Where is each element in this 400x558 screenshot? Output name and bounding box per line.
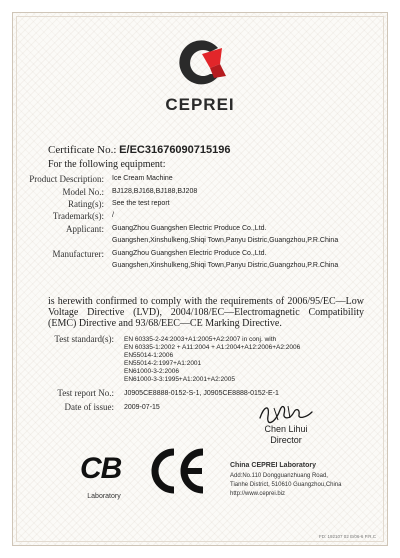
applicant-address: Guangshen,Xinshulkeng,Shiqi Town,Panyu Distric,Guangzhou,P.R.China bbox=[112, 237, 339, 244]
brand-name: CEPREI bbox=[165, 95, 235, 114]
compliance-statement: is herewith confirmed to comply with the requirements of 2006/95/EC—Low Voltage Directive (LVD), 2004/108/EC—Electromagnetic Compatibility (EMC) Directive and 93/68/EEC—CE Marking Directive. bbox=[48, 296, 364, 329]
test-standard-line: EN 60335-2-24:2003+A1:2005+A2:2007 in conj. with bbox=[124, 336, 277, 343]
manufacturer-address: Guangshen,Xinshulkeng,Shiqi Town,Panyu Distric,Guangzhou,P.R.China bbox=[112, 262, 339, 269]
certificate-number-value: E/EC31676090715196 bbox=[119, 144, 231, 156]
signature-icon bbox=[250, 400, 320, 426]
model-no-label: Model No.: bbox=[62, 187, 104, 197]
test-standard-line: EN61000-3-3:1995+A1:2001+A2:2005 bbox=[124, 376, 235, 383]
date-of-issue-label: Date of issue: bbox=[64, 402, 114, 412]
test-standard-line: EN55014-2:1997+A1:2001 bbox=[124, 360, 202, 367]
laboratory-name: China CEPREI Laboratory bbox=[230, 462, 316, 469]
model-no-value: BJ128,BJ168,BJ188,BJ208 bbox=[112, 188, 198, 195]
cb-mark: CB bbox=[80, 452, 122, 485]
laboratory-address-line2: Tianhe District, 510610 Guangzhou,China bbox=[230, 482, 342, 488]
signatory-name: Chen Lihui bbox=[264, 424, 308, 434]
rating-label: Rating(s): bbox=[68, 199, 104, 209]
signatory-title: Director bbox=[270, 435, 302, 445]
test-standards-label: Test standard(s): bbox=[54, 334, 114, 344]
test-report-value: J0905CE8888-0152-S-1, J0905CE8888-0152-E-1 bbox=[124, 390, 279, 397]
equipment-intro: For the following equipment: bbox=[48, 159, 166, 170]
test-standard-line: EN55014-1:2006 bbox=[124, 352, 174, 359]
test-standard-line: EN 60335-1:2002 + A11:2004 + A1:2004+A12:2006+A2:2006 bbox=[124, 344, 301, 351]
cb-laboratory-label: Laboratory bbox=[87, 493, 121, 500]
test-report-label: Test report No.: bbox=[57, 388, 114, 398]
test-standard-line: EN61000-3-2:2006 bbox=[124, 368, 179, 375]
manufacturer-name: GuangZhou Guangshen Electric Produce Co.,Ltd. bbox=[112, 250, 267, 257]
certificate-number-label: Certificate No.: bbox=[48, 144, 117, 156]
product-description-label: Product Description: bbox=[29, 174, 104, 184]
ce-mark-icon bbox=[148, 448, 208, 494]
applicant-label: Applicant: bbox=[66, 224, 104, 234]
trademark-value: / bbox=[112, 212, 114, 219]
laboratory-address-line1: Add:No.110 Dongguanzhuang Road, bbox=[230, 473, 328, 479]
product-description-value: Ice Cream Machine bbox=[112, 175, 173, 182]
date-of-issue-value: 2009-07-15 bbox=[124, 404, 160, 411]
laboratory-url: http://www.ceprei.biz bbox=[230, 491, 286, 497]
certificate-number bbox=[48, 144, 231, 156]
applicant-name: GuangZhou Guangshen Electric Produce Co.,Ltd. bbox=[112, 225, 267, 232]
manufacturer-label: Manufacturer: bbox=[52, 249, 104, 259]
ceprei-logo-icon bbox=[170, 34, 230, 94]
rating-value: See the test report bbox=[112, 200, 170, 207]
form-code: FD: 192107 02 E/06-6 P.R.C bbox=[319, 534, 376, 539]
trademark-label: Trademark(s): bbox=[52, 211, 104, 221]
